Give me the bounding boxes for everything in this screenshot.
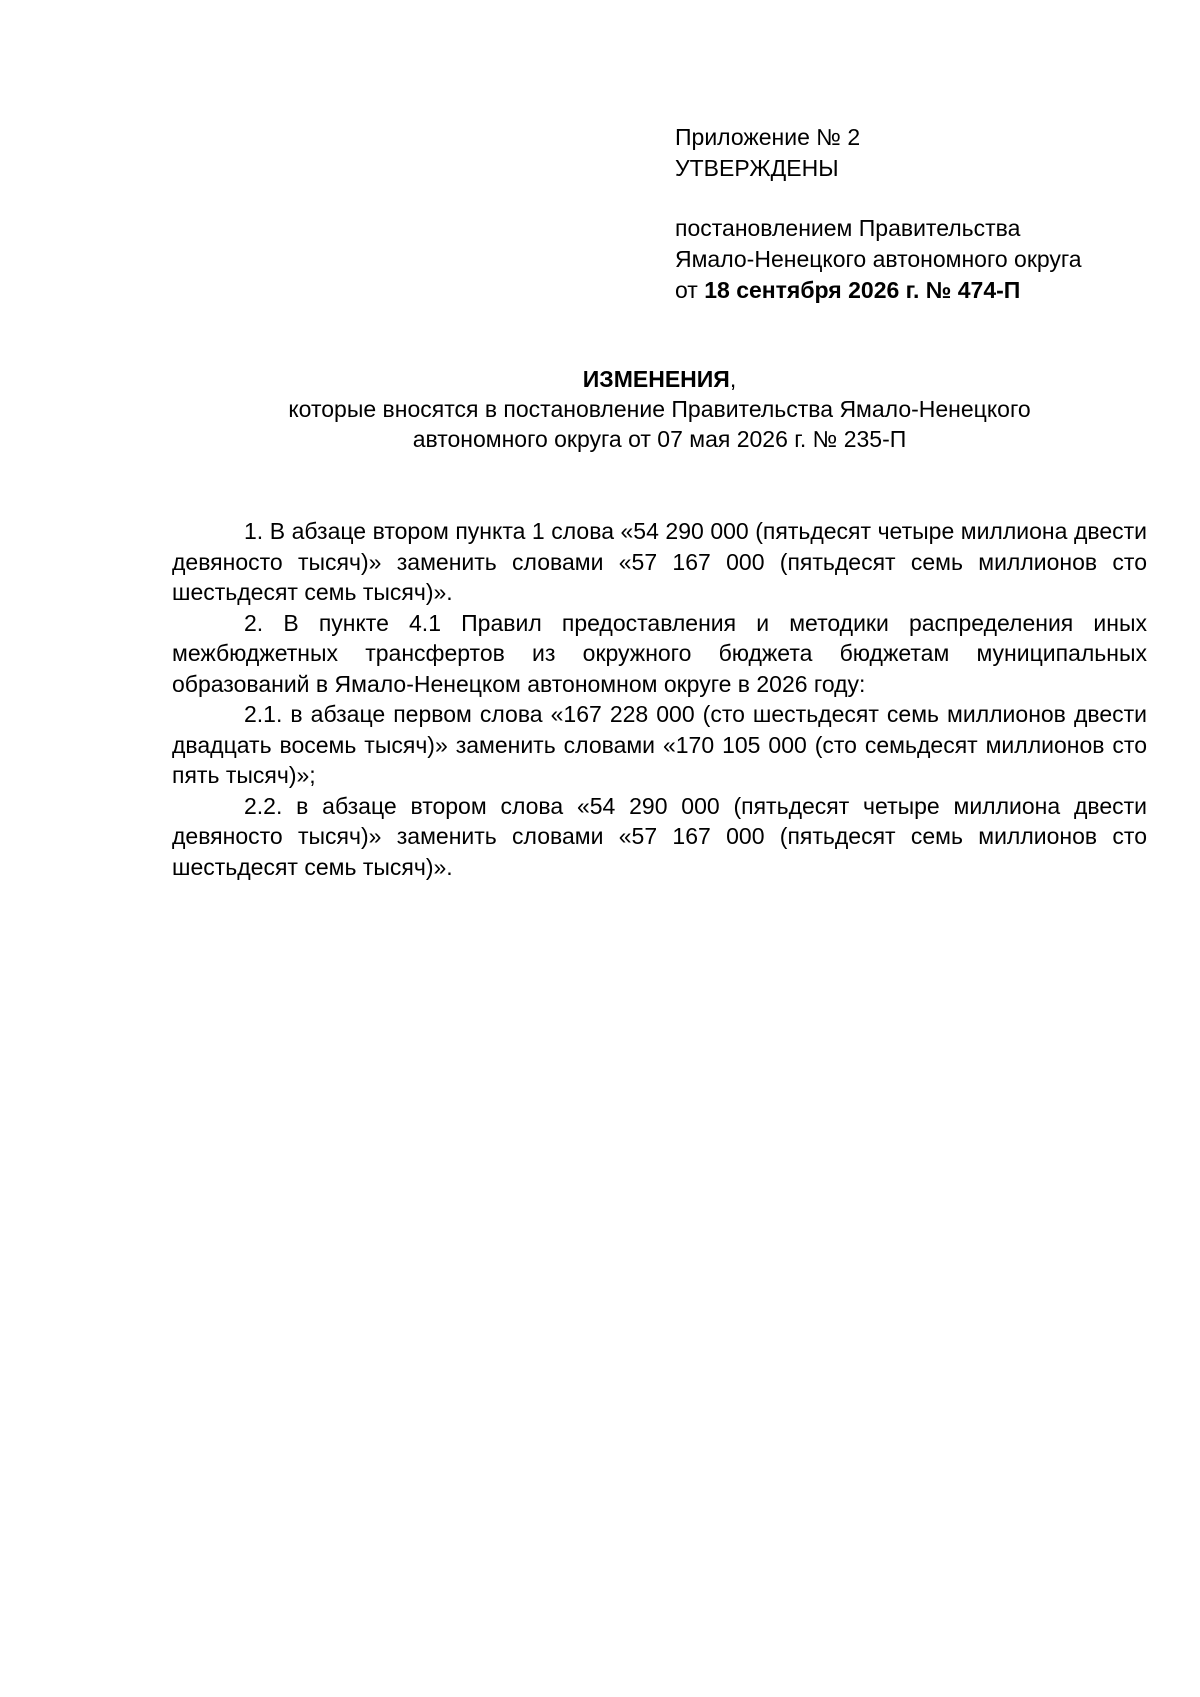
paragraph-1: 1. В абзаце втором пункта 1 слова «54 290 000 (пятьдесят четыре миллиона двести девяносто тысяч)» заменить словами «57 167 000 (пятьдесят семь миллионов сто шестьдесят семь тысяч)».	[172, 518, 1147, 605]
approval-block	[675, 122, 1155, 306]
paragraph-2-2: 2.2. в абзаце втором слова «54 290 000 (пятьдесят четыре миллиона двести девяносто тысяч)» заменить словами «57 167 000 (пятьдесят семь миллионов сто шестьдесят семь тысяч)».	[172, 792, 1147, 880]
decree-line-2: Ямало-Ненецкого автономного округа	[675, 246, 1082, 272]
decree-date-line	[675, 275, 1155, 306]
date-prefix: от	[675, 277, 705, 303]
decree-line-1: постановлением Правительства	[675, 215, 1021, 241]
approval-spacer	[675, 184, 1155, 213]
heading-subtitle-line-2: автономного округа от 07 мая 2026 г. № 235-П	[412, 426, 907, 452]
document-body	[172, 516, 1147, 882]
approved-label: УТВЕРЖДЕНЫ	[675, 155, 839, 181]
page-title: ИЗМЕНЕНИЯ	[582, 366, 730, 392]
paragraph-2-1: 2.1. в абзаце первом слова «167 228 000 (сто шестьдесят семь миллионов двести двадцать восемь тысяч)» заменить словами «170 105 000 (сто семьдесят миллионов сто пять тысяч)»;	[172, 701, 1147, 788]
decree-date: 18 сентября 2026 г. № 474-П	[704, 277, 1021, 303]
heading-subtitle-line-1: которые вносятся в постановление Правительства Ямало-Ненецкого	[288, 396, 1031, 422]
paragraph-2: 2. В пункте 4.1 Правил предоставления и методики распределения иных межбюджетных трансфертов из окружного бюджета бюджетам муниципальных образований в Ямало-Ненецком автономном округе в 2026 году:	[172, 609, 1147, 697]
heading-title-line	[172, 364, 1147, 394]
appendix-label: Приложение № 2	[675, 124, 861, 150]
title-suffix: ,	[729, 366, 737, 392]
document-heading	[172, 364, 1147, 454]
